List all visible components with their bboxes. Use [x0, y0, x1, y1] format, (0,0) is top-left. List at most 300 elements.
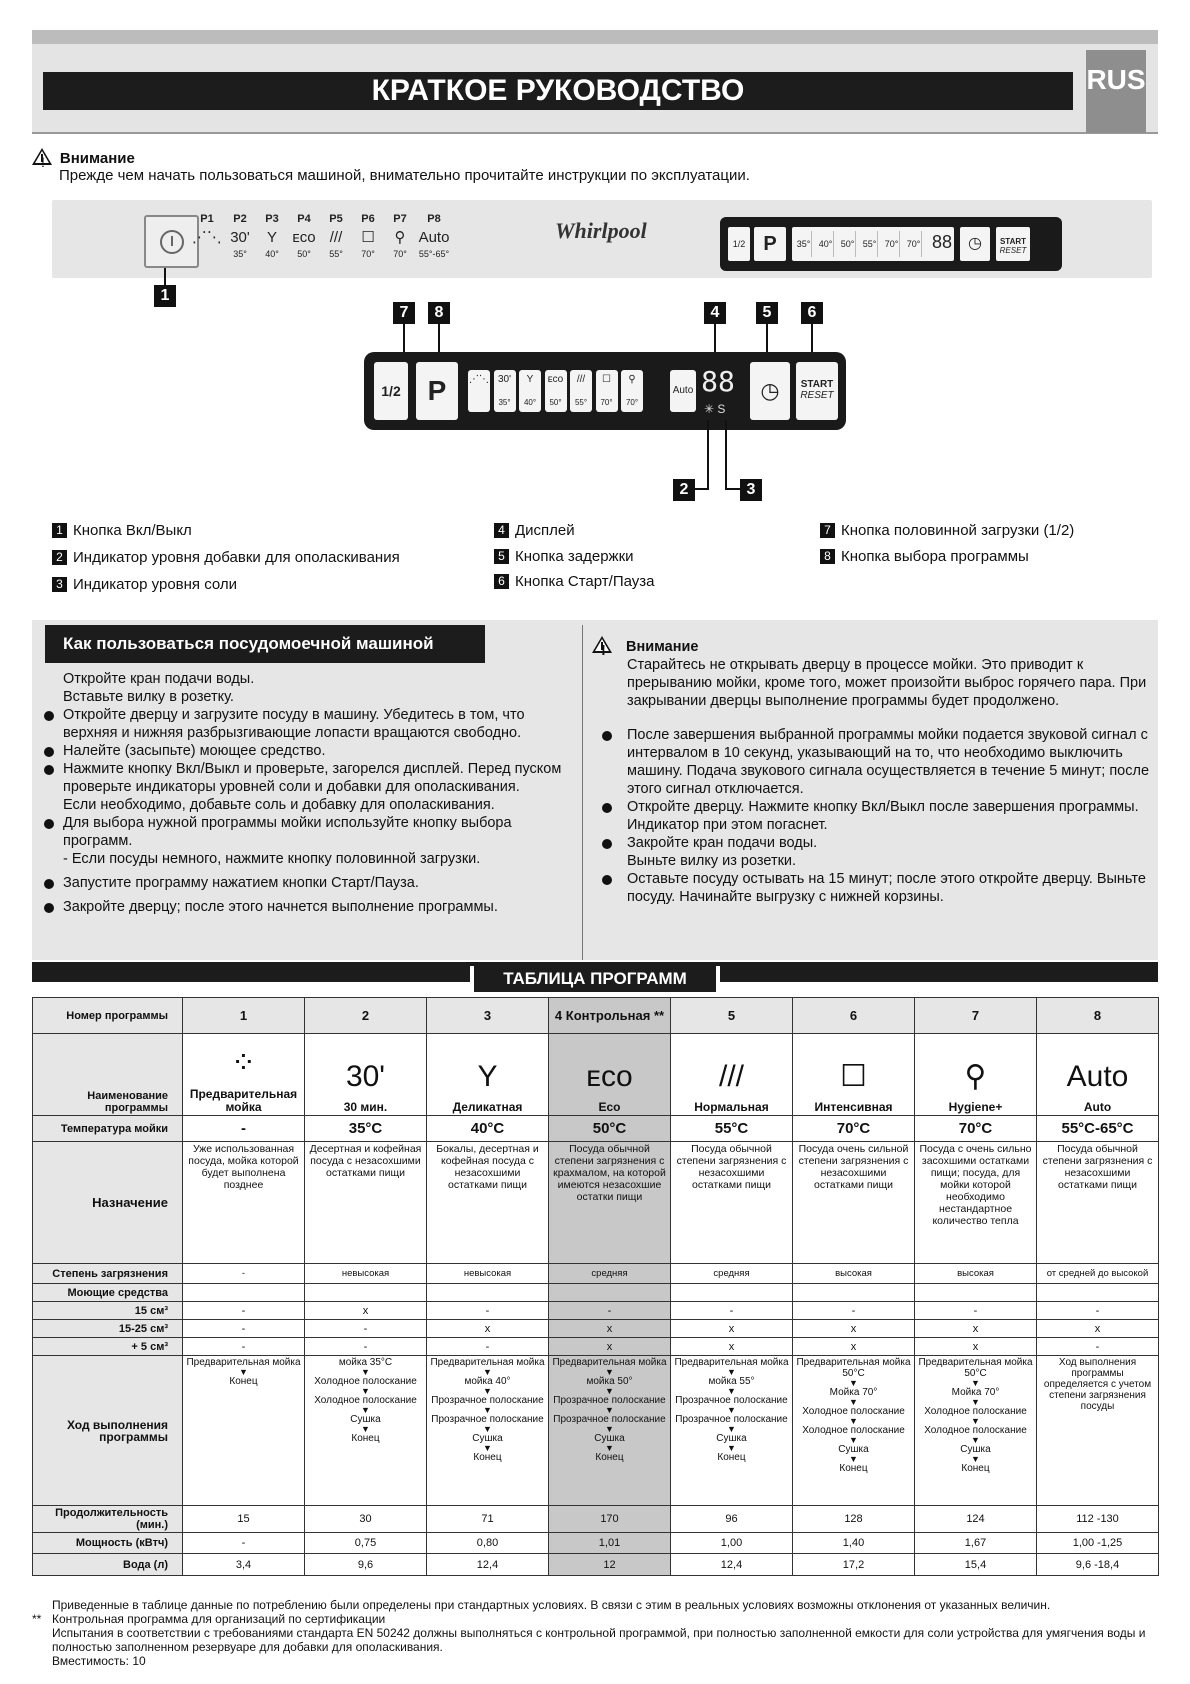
cell-water: 12	[549, 1554, 671, 1576]
mini-program-cell: 50°	[840, 231, 856, 257]
cell-detergent	[549, 1284, 671, 1302]
legend-item-4: 4 Дисплей	[494, 522, 575, 539]
cell-d5: x	[793, 1338, 915, 1356]
program-indicator-1	[468, 370, 490, 412]
badge-7: 7	[393, 302, 415, 324]
cell-power: 0,75	[305, 1533, 427, 1554]
program-label-p1	[190, 213, 224, 249]
table-row-water	[33, 1554, 1159, 1576]
flow-step: Предварительная мойка	[552, 1357, 667, 1368]
display: 88	[701, 365, 735, 398]
row-label: Мощность (кВтч)	[33, 1533, 183, 1554]
table-row-num	[33, 998, 1159, 1034]
arrow-down-icon: ▼	[361, 1386, 370, 1396]
legend-item-2: 2 Индикатор уровня добавки для ополаскивания	[52, 549, 400, 566]
footnote-3: Испытания в соответствии с требованиями стандарта EN 50242 должны выполняться с контрольной программой, при полностью заполненной емкости для соли устройства для умягчения воды и полностью заполненном резервуаре для добавки для ополаскивания.	[52, 1626, 1146, 1654]
program-code: P3	[265, 213, 279, 225]
row-label: Ход выполнения программы	[33, 1356, 183, 1506]
arrow-down-icon: ▼	[849, 1378, 858, 1388]
program-indicator-temp: 70°	[625, 398, 639, 407]
badge-3-line-h	[725, 488, 740, 490]
row-label: Продолжительность (мин.)	[33, 1506, 183, 1533]
mini-start-button[interactable]	[996, 227, 1030, 261]
cell-temp: 70°C	[915, 1116, 1037, 1142]
row-label: Моющие средства	[33, 1284, 183, 1302]
warning-block	[32, 148, 750, 184]
flow-step: Сушка	[716, 1433, 747, 1444]
table-row-purpose	[33, 1142, 1159, 1264]
flow-step: Конец	[351, 1433, 380, 1444]
program-code: P4	[297, 213, 311, 225]
reset-label: RESET	[800, 390, 834, 401]
cell-temp: 55°C-65°C	[1037, 1116, 1159, 1142]
arrow-down-icon: ▼	[483, 1443, 492, 1453]
cell-flow	[305, 1356, 427, 1506]
cell-water: 12,4	[427, 1554, 549, 1576]
cell-temp: 55°C	[671, 1116, 793, 1142]
cell-purpose: Бокалы, десертная и кофейная посуда с незасохшими остатками пищи	[427, 1142, 549, 1264]
language-badge: RUS	[1086, 50, 1146, 133]
row-label: Степень загрязнения	[33, 1264, 183, 1284]
warning-text: Прежде чем начать пользоваться машиной, внимательно прочитайте инструкции по эксплуатации.	[59, 167, 750, 184]
eco-icon: ᴇᴄᴏ	[292, 229, 316, 246]
legend-item-3: 3 Индикатор уровня соли	[52, 576, 237, 593]
flow-step: Прозрачное полоскание	[553, 1414, 666, 1425]
row-label: Температура мойки	[33, 1116, 183, 1142]
cell-dur: 15	[183, 1506, 305, 1533]
cell-d5: x	[549, 1338, 671, 1356]
cell-purpose: Посуда с очень сильно засохшими остатками пищи; посуда, для мойки которой необходимо нестандартное количество тепла	[915, 1142, 1037, 1264]
program-name: Интенсивная	[814, 1100, 893, 1114]
program-label-p4	[287, 213, 321, 259]
footnote-star: **	[32, 1612, 42, 1626]
flow-step: Предварительная мойка	[186, 1357, 301, 1368]
hygiene-icon: ⚲	[394, 229, 406, 246]
mini-display: 88	[930, 229, 954, 259]
legend-item-6: 6 Кнопка Старт/Пауза	[494, 573, 655, 590]
flow-step: Конец	[839, 1463, 868, 1474]
cell-name	[183, 1034, 305, 1116]
arrow-down-icon: ▼	[727, 1367, 736, 1377]
badge-2-line-h	[694, 488, 709, 490]
program-label-p6	[351, 213, 385, 259]
cell-water: 9,6	[305, 1554, 427, 1576]
table-row-flow	[33, 1356, 1159, 1506]
cell-d1525: -	[183, 1320, 305, 1338]
usage-steps	[42, 670, 572, 916]
flow-step: Холодное полоскание	[802, 1425, 905, 1436]
mini-program-cell: 55°	[862, 231, 878, 257]
arrow-down-icon: ▼	[605, 1367, 614, 1377]
cell-dur: 170	[549, 1506, 671, 1533]
cell-d15: -	[427, 1302, 549, 1320]
program-code: P8	[427, 213, 441, 225]
usage-step: Налейте (засыпьте) моющее средство.	[42, 742, 572, 760]
table-title: ТАБЛИЦА ПРОГРАММ	[470, 966, 720, 996]
program-icon: ⁘	[230, 1047, 257, 1080]
cell-d1525: x	[793, 1320, 915, 1338]
section-divider	[582, 625, 583, 960]
arrow-down-icon: ▼	[727, 1405, 736, 1415]
hygiene-icon: ⚲	[628, 374, 636, 385]
row-label: 15-25 см³	[33, 1320, 183, 1338]
cell-num: 5	[671, 998, 793, 1034]
cell-name	[1037, 1034, 1159, 1116]
cell-d15: -	[671, 1302, 793, 1320]
flow-step: мойка 35°C	[338, 1357, 393, 1368]
attention-title: Внимание	[626, 639, 699, 655]
usage-step: Нажмите кнопку Вкл/Выкл и проверьте, загорелся дисплей. Перед пуском проверьте индикаторы уровней соли и добавки для ополаскивания.	[42, 760, 572, 796]
program-temp: 40°	[265, 249, 279, 259]
arrow-down-icon: ▼	[971, 1378, 980, 1388]
program-temp: 35°	[233, 249, 247, 259]
cell-dur: 128	[793, 1506, 915, 1533]
program-icon: ᴇᴄᴏ	[586, 1060, 633, 1093]
cell-dur: 30	[305, 1506, 427, 1533]
mini-delay-button[interactable]: ◷	[960, 227, 990, 261]
flow-step: Ход выполнения программы определяется с учетом степени загрязнения посуды	[1043, 1357, 1152, 1412]
footnote-2: Контрольная программа для организаций по сертификации	[52, 1612, 386, 1626]
cell-d15: -	[183, 1302, 305, 1320]
legend-item-5: 5 Кнопка задержки	[494, 548, 634, 565]
program-table	[32, 997, 1159, 1576]
pot-icon: ☐	[602, 374, 611, 385]
rinse-salt-indicators: ✳ S	[704, 402, 726, 416]
program-icon: Auto	[1066, 1060, 1129, 1093]
cell-dur: 124	[915, 1506, 1037, 1533]
attention-line: Закройте кран подачи воды.	[592, 834, 1152, 852]
arrow-down-icon: ▼	[361, 1424, 370, 1434]
cell-d15: -	[793, 1302, 915, 1320]
cell-name	[915, 1034, 1037, 1116]
arrow-down-icon: ▼	[483, 1386, 492, 1396]
program-temp: 70°	[393, 249, 407, 259]
cell-dur: 112 -130	[1037, 1506, 1159, 1533]
arrow-down-icon: ▼	[971, 1435, 980, 1445]
cell-d5: -	[1037, 1338, 1159, 1356]
30-min-icon: 30'	[497, 374, 512, 385]
cell-d5: -	[183, 1338, 305, 1356]
cell-purpose: Посуда обычной степени загрязнения с крахмалом, на которой имеются незасохшие остатки пищи	[549, 1142, 671, 1264]
program-indicator-2	[494, 370, 516, 412]
cell-power: 1,67	[915, 1533, 1037, 1554]
flow-step: Конец	[229, 1376, 258, 1387]
cell-detergent	[183, 1284, 305, 1302]
arrow-down-icon: ▼	[483, 1367, 492, 1377]
auto-indicator: Auto	[670, 370, 696, 412]
footnote-1: Приведенные в таблице данные по потреблению были определены при стандартных условиях. В связи с этим в реальных условиях возможны отклонения от указанных величин.	[52, 1598, 1051, 1612]
usage-step: Закройте дверцу; после этого начнется выполнение программы.	[42, 898, 572, 916]
table-row-d5	[33, 1338, 1159, 1356]
program-icon: ⚲	[964, 1060, 987, 1093]
usage-step: Для выбора нужной программы мойки используйте кнопку выбора программ.	[42, 814, 572, 850]
arrow-down-icon: ▼	[971, 1397, 980, 1407]
program-temp: 55°	[329, 249, 343, 259]
program-label-p3	[255, 213, 289, 259]
program-button[interactable]: P	[416, 362, 458, 420]
usage-step: Откройте кран подачи воды.	[63, 671, 255, 687]
attention-block	[592, 636, 1152, 906]
flow-step: Сушка	[594, 1433, 625, 1444]
flow-step: Конец	[595, 1452, 624, 1463]
arrow-down-icon: ▼	[361, 1405, 370, 1415]
cell-water: 9,6 -18,4	[1037, 1554, 1159, 1576]
cell-soil: высокая	[793, 1264, 915, 1284]
cell-flow	[427, 1356, 549, 1506]
cell-power: 1,40	[793, 1533, 915, 1554]
usage-step: Откройте дверцу и загрузите посуду в машину. Убедитесь в том, что верхняя и нижняя разбрызгивающие лопасти вращаются свободно.	[42, 706, 572, 742]
control-panel	[364, 352, 846, 430]
program-icon: Y	[477, 1060, 498, 1093]
mini-reset-label: RESET	[999, 246, 1027, 255]
mini-program-cell: 70°	[884, 231, 900, 257]
program-name: Предварительная мойка	[189, 1087, 298, 1114]
cell-soil: средняя	[671, 1264, 793, 1284]
table-row-d15	[33, 1302, 1159, 1320]
badge-8-line	[438, 324, 440, 354]
badge-3: 3	[740, 479, 762, 501]
normal-icon: ///	[576, 374, 586, 385]
table-row-temp	[33, 1116, 1159, 1142]
flow-step: Прозрачное полоскание	[553, 1395, 666, 1406]
table-row-name	[33, 1034, 1159, 1116]
cell-num: 7	[915, 998, 1037, 1034]
flow-step: Конец	[473, 1452, 502, 1463]
arrow-down-icon: ▼	[483, 1424, 492, 1434]
footnotes	[32, 1598, 1162, 1668]
badge-2: 2	[673, 479, 695, 501]
cell-power: 1,01	[549, 1533, 671, 1554]
cell-name	[671, 1034, 793, 1116]
flow-step: Прозрачное полоскание	[431, 1414, 544, 1425]
badge-4: 4	[704, 302, 726, 324]
arrow-down-icon: ▼	[239, 1367, 248, 1377]
cell-temp: 50°C	[549, 1116, 671, 1142]
glass-icon: Y	[266, 229, 277, 246]
cell-num: 6	[793, 998, 915, 1034]
usage-step: Запустите программу нажатием кнопки Старт/Пауза.	[42, 874, 572, 892]
usage-step: Вставьте вилку в розетку.	[63, 689, 234, 705]
cell-d15: -	[1037, 1302, 1159, 1320]
cell-temp: 35°C	[305, 1116, 427, 1142]
flow-step: Прозрачное полоскание	[675, 1395, 788, 1406]
arrow-down-icon: ▼	[849, 1454, 858, 1464]
auto-icon: Auto	[418, 229, 450, 246]
badge-1: 1	[154, 285, 176, 307]
program-label-p2	[223, 213, 257, 259]
program-temp: 55°-65°	[418, 249, 450, 259]
power-icon	[160, 230, 184, 254]
cell-d1525: -	[305, 1320, 427, 1338]
legend-item-1: 1 Кнопка Вкл/Выкл	[52, 522, 192, 539]
cell-water: 15,4	[915, 1554, 1037, 1576]
flow-step: Холодное полоскание	[314, 1395, 417, 1406]
program-name: Auto	[1083, 1100, 1112, 1114]
usage-step: Если необходимо, добавьте соль и добавку для ополаскивания.	[63, 797, 495, 813]
attention-line: Оставьте посуду остывать на 15 минут; после этого откройте дверцу. Выньте посуду. Начинайте выгрузку с нижней корзины.	[592, 870, 1152, 906]
mini-control-panel	[720, 217, 1062, 271]
cell-d1525: x	[915, 1320, 1037, 1338]
cell-water: 12,4	[671, 1554, 793, 1576]
cell-num: 3	[427, 998, 549, 1034]
cell-d5: -	[305, 1338, 427, 1356]
program-name: Деликатная	[452, 1100, 523, 1114]
cell-d5: x	[671, 1338, 793, 1356]
attention-line: Выньте вилку из розетки.	[627, 853, 797, 869]
program-indicator-temp: 50°	[549, 398, 562, 407]
cell-d15: -	[549, 1302, 671, 1320]
flow-step: Холодное полоскание	[924, 1425, 1027, 1436]
program-label-p8	[412, 213, 456, 259]
cell-dur: 71	[427, 1506, 549, 1533]
cell-purpose: Посуда очень сильной степени загрязнения с незасохшими остатками пищи	[793, 1142, 915, 1264]
cell-flow	[793, 1356, 915, 1506]
program-code: P2	[233, 213, 247, 225]
cell-water: 3,4	[183, 1554, 305, 1576]
cell-name	[549, 1034, 671, 1116]
flow-step: Сушка	[960, 1444, 991, 1455]
row-label: Назначение	[33, 1142, 183, 1264]
flow-step: мойка 40°	[464, 1376, 511, 1387]
mini-half-load-button[interactable]: 1/2	[728, 227, 750, 261]
arrow-down-icon: ▼	[849, 1416, 858, 1426]
program-icon: 30'	[345, 1060, 386, 1093]
arrow-down-icon: ▼	[727, 1443, 736, 1453]
badge-6: 6	[801, 302, 823, 324]
program-name: 30 мин.	[343, 1100, 388, 1114]
program-indicator-4	[545, 370, 567, 412]
brand-logo: Whirlpool	[555, 218, 647, 243]
cell-soil: высокая	[915, 1264, 1037, 1284]
flow-step: Сушка	[350, 1414, 381, 1425]
arrow-down-icon: ▼	[605, 1405, 614, 1415]
cell-detergent	[305, 1284, 427, 1302]
program-indicator-temp: 70°	[600, 398, 613, 407]
cell-purpose: Десертная и кофейная посуда с незасохшими остатками пищи	[305, 1142, 427, 1264]
cell-d5: x	[915, 1338, 1037, 1356]
warning-title: Внимание	[59, 150, 135, 167]
flow-step: Холодное полоскание	[802, 1406, 905, 1417]
cell-power: 1,00	[671, 1533, 793, 1554]
start-reset-button[interactable]	[796, 362, 838, 420]
program-indicator-temp: 55°	[574, 398, 588, 407]
pot-icon: ☐	[361, 229, 375, 246]
mini-program-cell: 70°	[906, 231, 922, 257]
attention-icon: !	[592, 636, 612, 653]
cell-purpose: Посуда обычной степени загрязнения с незасохшими остатками пищи	[671, 1142, 793, 1264]
delay-button[interactable]: ◷	[750, 362, 790, 420]
cell-soil: невысокая	[305, 1264, 427, 1284]
half-load-button[interactable]: 1/2	[374, 362, 408, 420]
cell-detergent	[915, 1284, 1037, 1302]
program-indicator-temp: 35°	[498, 398, 511, 407]
cell-flow	[549, 1356, 671, 1506]
flow-step: Предварительная мойка	[430, 1357, 545, 1368]
cell-purpose: Посуда обычной степени загрязнения с незасохшими остатками пищи	[1037, 1142, 1159, 1264]
cell-name	[793, 1034, 915, 1116]
cell-power: -	[183, 1533, 305, 1554]
cell-soil: средняя	[549, 1264, 671, 1284]
badge-1-line	[164, 268, 166, 285]
row-label: 15 см³	[33, 1302, 183, 1320]
mini-program-button[interactable]: P	[754, 227, 786, 261]
badge-8: 8	[428, 302, 450, 324]
cell-d1525: x	[427, 1320, 549, 1338]
arrow-down-icon: ▼	[605, 1386, 614, 1396]
cell-d15: -	[915, 1302, 1037, 1320]
cell-d15: x	[305, 1302, 427, 1320]
arrow-down-icon: ▼	[361, 1367, 370, 1377]
program-label-p5	[319, 213, 353, 259]
badge-3-line-v	[725, 420, 727, 489]
flow-step: Сушка	[472, 1433, 503, 1444]
eco-icon: ᴇᴄᴏ	[547, 374, 564, 385]
arrow-down-icon: ▼	[971, 1454, 980, 1464]
table-row-detergent	[33, 1284, 1159, 1302]
row-label: Вода (л)	[33, 1554, 183, 1576]
cell-detergent	[671, 1284, 793, 1302]
flow-step: мойка 50°	[586, 1376, 633, 1387]
flow-step: Предварительная мойка 50°C	[796, 1357, 911, 1379]
flow-step: мойка 55°	[708, 1376, 755, 1387]
program-code: P7	[393, 213, 407, 225]
cell-power: 1,00 -1,25	[1037, 1533, 1159, 1554]
pre-wash-icon: ⋰⋱	[192, 229, 222, 246]
cell-num: 1	[183, 998, 305, 1034]
program-icon: ☐	[840, 1060, 867, 1093]
arrow-down-icon: ▼	[483, 1405, 492, 1415]
cell-temp: 40°C	[427, 1116, 549, 1142]
flow-step: Конец	[717, 1452, 746, 1463]
cell-d1525: x	[549, 1320, 671, 1338]
program-indicator-7	[621, 370, 643, 412]
program-code: P6	[361, 213, 375, 225]
cell-num: 4 Контрольная **	[549, 998, 671, 1034]
attention-line: Откройте дверцу. Нажмите кнопку Вкл/Выкл после завершения программы.	[592, 798, 1152, 816]
cell-d1525: x	[1037, 1320, 1159, 1338]
cell-temp: 70°C	[793, 1116, 915, 1142]
pre-wash-icon: ⋰⋱	[469, 374, 489, 385]
legend-item-7: 7 Кнопка половинной загрузки (1/2)	[820, 522, 1074, 539]
attention-line: Индикатор при этом погаснет.	[627, 817, 828, 833]
cell-detergent	[427, 1284, 549, 1302]
glass-icon: Y	[526, 374, 534, 385]
row-label: + 5 см³	[33, 1338, 183, 1356]
table-row-power	[33, 1533, 1159, 1554]
program-temp: 50°	[297, 249, 311, 259]
flow-step: Холодное полоскание	[314, 1376, 417, 1387]
table-row-d1525	[33, 1320, 1159, 1338]
arrow-down-icon: ▼	[727, 1424, 736, 1434]
legend-item-8: 8 Кнопка выбора программы	[820, 548, 1029, 565]
badge-5: 5	[756, 302, 778, 324]
start-label: START	[800, 379, 834, 390]
flow-step: Конец	[961, 1463, 990, 1474]
cell-dur: 96	[671, 1506, 793, 1533]
cell-detergent	[1037, 1284, 1159, 1302]
cell-water: 17,2	[793, 1554, 915, 1576]
arrow-down-icon: ▼	[849, 1397, 858, 1407]
flow-step: Прозрачное полоскание	[675, 1414, 788, 1425]
program-indicator-6	[596, 370, 618, 412]
flow-step: Холодное полоскание	[924, 1406, 1027, 1417]
cell-soil: -	[183, 1264, 305, 1284]
flow-step: Мойка 70°	[951, 1387, 1000, 1398]
arrow-down-icon: ▼	[849, 1435, 858, 1445]
badge-7-line	[403, 324, 405, 354]
flow-step: Мойка 70°	[829, 1387, 878, 1398]
cell-flow	[1037, 1356, 1159, 1506]
